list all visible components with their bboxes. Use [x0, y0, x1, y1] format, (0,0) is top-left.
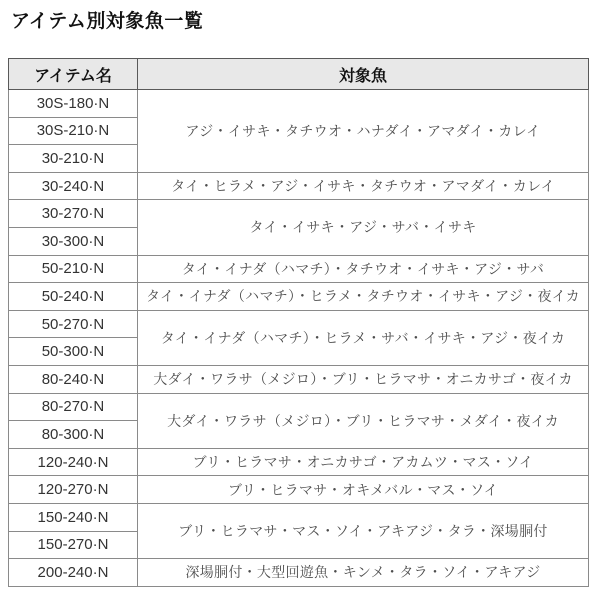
- target-fish-table: [8, 58, 589, 587]
- table-row: [9, 283, 589, 311]
- item-name-cell: 50-240·N: [9, 283, 138, 311]
- target-fish-cell: 深場胴付・大型回遊魚・キンメ・タラ・ソイ・アキアジ: [138, 559, 589, 587]
- table-row: [9, 503, 589, 531]
- item-name-cell: 120-270·N: [9, 476, 138, 504]
- target-fish-cell: タイ・イサキ・アジ・サバ・イサキ: [138, 200, 589, 255]
- target-fish-cell: タイ・イナダ（ハマチ）・ヒラメ・タチウオ・イサキ・アジ・夜イカ: [138, 283, 589, 311]
- item-name-cell: 80-300·N: [9, 421, 138, 449]
- table-row: [9, 365, 589, 393]
- item-name-cell: 30-240·N: [9, 172, 138, 200]
- header-row: [9, 59, 589, 90]
- table-row: [9, 476, 589, 504]
- page-title: アイテム別対象魚一覧: [11, 11, 204, 32]
- item-name-cell: 30-210·N: [9, 145, 138, 173]
- table-row: [9, 200, 589, 228]
- target-fish-cell: 大ダイ・ワラサ（メジロ）・ブリ・ヒラマサ・オニカサゴ・夜イカ: [138, 365, 589, 393]
- item-name-cell: 80-270·N: [9, 393, 138, 421]
- target-fish-cell: ブリ・ヒラマサ・オニカサゴ・アカムツ・マス・ソイ: [138, 448, 589, 476]
- item-name-cell: 50-300·N: [9, 338, 138, 366]
- item-name-cell: 30S-210·N: [9, 117, 138, 145]
- target-fish-cell: ブリ・ヒラマサ・オキメバル・マス・ソイ: [138, 476, 589, 504]
- target-fish-cell: ブリ・ヒラマサ・マス・ソイ・アキアジ・タラ・深場胴付: [138, 503, 589, 558]
- table-header: [9, 59, 589, 90]
- item-name-cell: 150-240·N: [9, 503, 138, 531]
- item-name-cell: 30-300·N: [9, 227, 138, 255]
- item-name-cell: 80-240·N: [9, 365, 138, 393]
- item-name-cell: 30S-180·N: [9, 90, 138, 118]
- target-fish-cell: タイ・イナダ（ハマチ）・ヒラメ・サバ・イサキ・アジ・夜イカ: [138, 310, 589, 365]
- fish-table-body: [9, 90, 589, 587]
- item-name-cell: 50-210·N: [9, 255, 138, 283]
- item-name-cell: 200-240·N: [9, 559, 138, 587]
- target-fish-cell: タイ・ヒラメ・アジ・イサキ・タチウオ・アマダイ・カレイ: [138, 172, 589, 200]
- table-row: [9, 172, 589, 200]
- item-name-cell: 50-270·N: [9, 310, 138, 338]
- header-target-fish: 対象魚: [138, 59, 589, 90]
- table-row: [9, 255, 589, 283]
- table-row: [9, 448, 589, 476]
- item-name-cell: 150-270·N: [9, 531, 138, 559]
- target-fish-cell: 大ダイ・ワラサ（メジロ）・ブリ・ヒラマサ・メダイ・夜イカ: [138, 393, 589, 448]
- item-name-cell: 120-240·N: [9, 448, 138, 476]
- table-row: [9, 559, 589, 587]
- target-fish-cell: タイ・イナダ（ハマチ）・タチウオ・イサキ・アジ・サバ: [138, 255, 589, 283]
- table-row: [9, 90, 589, 118]
- table-row: [9, 310, 589, 338]
- target-fish-cell: アジ・イサキ・タチウオ・ハナダイ・アマダイ・カレイ: [138, 90, 589, 173]
- table-row: [9, 393, 589, 421]
- item-name-cell: 30-270·N: [9, 200, 138, 228]
- header-item-name: アイテム名: [9, 59, 138, 90]
